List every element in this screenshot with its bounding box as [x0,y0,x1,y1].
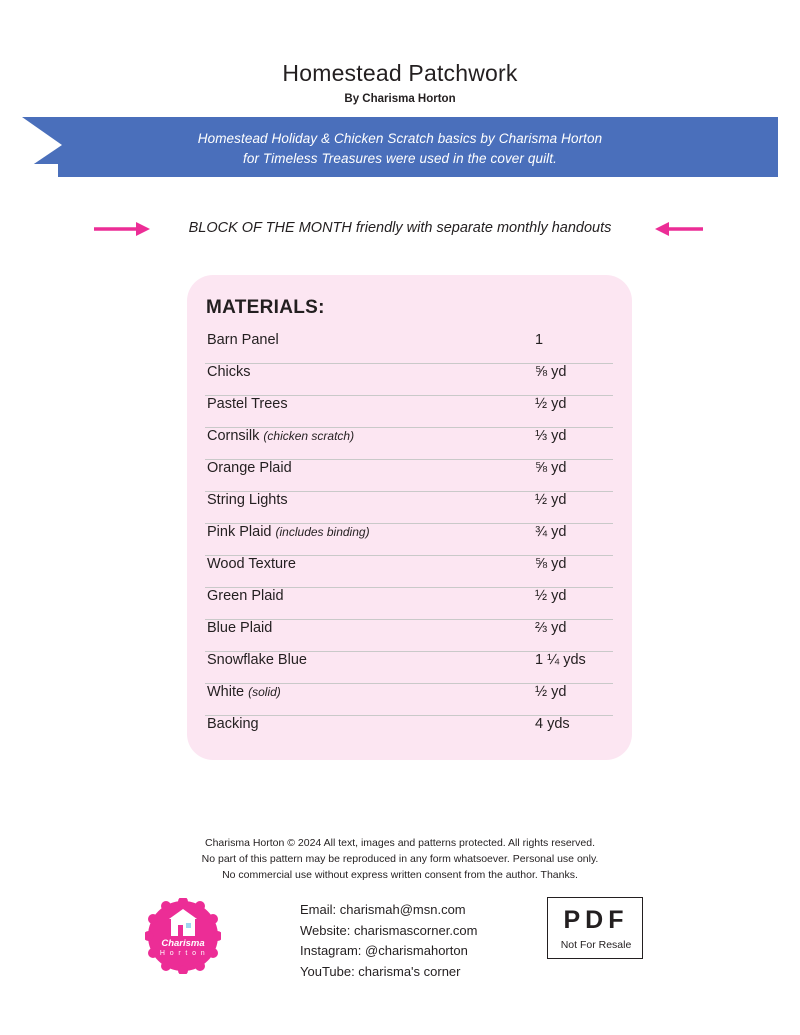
material-name: Cornsilk (chicken scratch) [207,428,355,444]
list-item [205,716,613,748]
block-of-the-month-row [0,213,800,243]
page-title: Homestead Patchwork [282,60,518,86]
material-name: Barn Panel [207,332,279,348]
list-item [205,652,613,684]
list-item [205,396,613,428]
list-item [205,684,613,716]
material-amount: 1 [535,332,544,348]
material-amount: ½ yd [535,396,567,412]
list-item [205,364,613,396]
materials-heading: MATERIALS: [206,297,325,318]
logo-name: Charisma [161,938,205,949]
charisma-horton-logo [145,898,221,974]
pdf-label: PDF [563,906,629,934]
material-amount: ⅝ yd [535,460,567,476]
list-item [205,428,613,460]
material-amount: ⅝ yd [535,364,567,380]
logo-surname: H o r t o n [159,950,207,957]
material-amount: ½ yd [535,684,567,700]
contact-email: Email: charismah@msn.com [300,902,466,917]
contact-instagram: Instagram: @charismahorton [300,943,468,958]
material-name: Blue Plaid [207,620,273,636]
material-name: Wood Texture [207,556,296,572]
list-item [205,460,613,492]
list-item [205,588,613,620]
material-name: String Lights [207,492,288,508]
pdf-not-for-resale-badge [547,897,643,959]
materials-list [205,332,613,748]
material-amount: ½ yd [535,492,567,508]
legal-line-1: Charisma Horton © 2024 All text, images and patterns protected. All rights reserved. [204,837,595,849]
material-amount: ½ yd [535,588,567,604]
contact-website: Website: charismascorner.com [300,922,478,938]
pdf-sublabel: Not For Resale [560,939,632,951]
block-of-the-month-text: BLOCK OF THE MONTH friendly with separate monthly handouts [188,220,612,236]
material-name: Chicks [207,364,251,380]
material-note: (chicken scratch) [263,429,355,443]
list-item [205,332,613,364]
legal-line-3: No commercial use without express written consent from the author. Thanks. [222,869,578,881]
fabric-credit-banner [22,117,778,182]
material-name: White (solid) [207,684,281,700]
contact-block [300,900,478,982]
material-name: Pink Plaid (includes binding) [207,524,370,540]
material-amount: 1 ¼ yds [535,652,586,668]
list-item [205,620,613,652]
logo-badge-icon [145,898,221,974]
material-amount: ⅝ yd [535,556,567,572]
materials-card [187,275,632,760]
banner-text [22,129,778,169]
list-item [205,556,613,588]
material-amount: ⅓ yd [535,428,567,444]
material-name: Snowflake Blue [207,652,307,668]
arrow-left-icon [655,221,705,237]
material-note: (solid) [248,685,281,699]
material-amount: ¾ yd [535,524,567,540]
list-item [205,524,613,556]
material-name: Pastel Trees [207,396,288,412]
material-note: (includes binding) [275,525,370,539]
material-name: Green Plaid [207,588,284,604]
list-item [205,492,613,524]
legal-line-2: No part of this pattern may be reproduced in any form whatsoever. Personal use only. [201,853,599,865]
material-name: Backing [207,716,259,732]
contact-youtube: YouTube: charisma's corner [300,963,461,979]
material-amount: 4 yds [535,716,570,732]
material-amount: ⅔ yd [535,620,567,636]
banner-line-2: for Timeless Treasures were used in the cover quilt. [243,151,557,166]
author-byline: By Charisma Horton [344,93,456,105]
material-name: Orange Plaid [207,460,292,476]
banner-line-1: Homestead Holiday & Chicken Scratch basics by Charisma Horton [197,131,603,146]
copyright-notice [0,835,800,883]
